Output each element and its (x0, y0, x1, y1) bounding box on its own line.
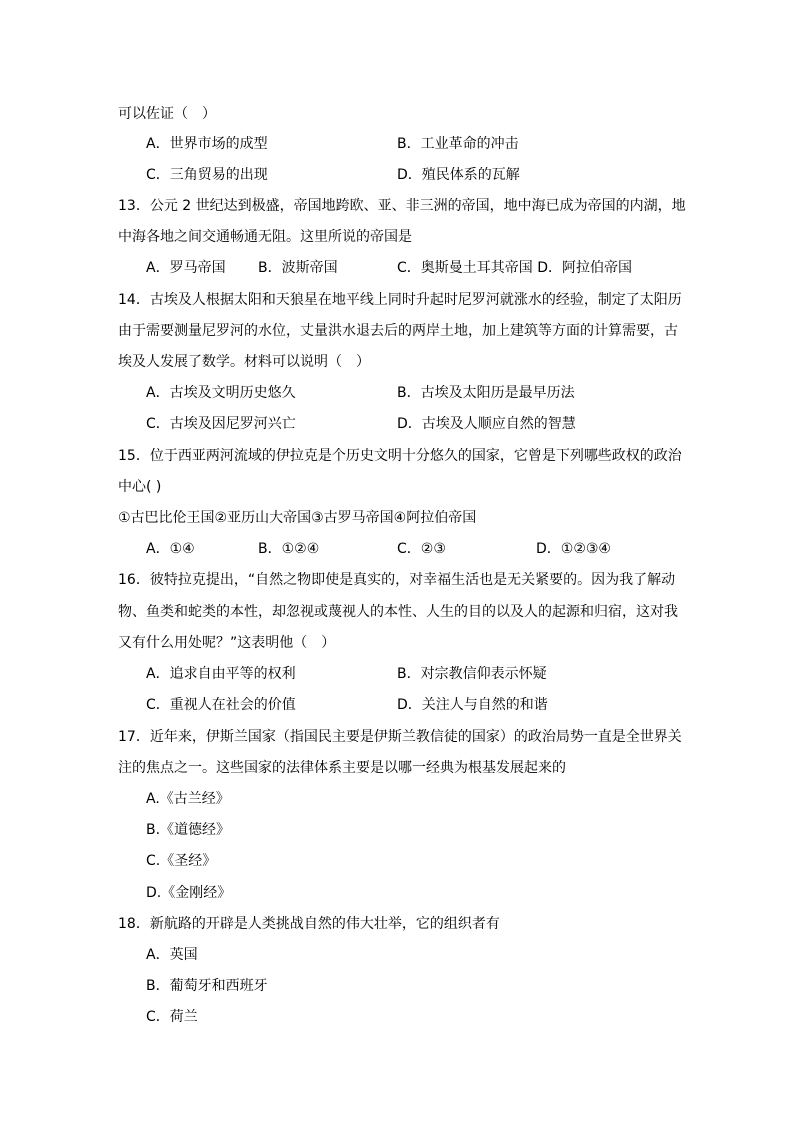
q12-option-a: A．世界市场的成型 (146, 136, 268, 152)
q14-option-a: A．古埃及文明历史悠久 (146, 385, 296, 401)
question-17-stem-cont: 注的焦点之一。这些国家的法律体系主要是以哪一经典为根基发展起来的 (118, 760, 566, 776)
question-14-stem: 14．古埃及人根据太阳和天狼星在地平线上同时升起时尼罗河就涨水的经验，制定了太阳历 (118, 292, 682, 308)
question-17-stem: 17．近年来，伊斯兰国家（指国民主要是伊斯兰教信徒的国家）的政治局势一直是全世界关 (118, 729, 682, 745)
q16-option-c: C．重视人在社会的价值 (146, 697, 296, 713)
question-13-stem: 13．公元 2 世纪达到极盛，帝国地跨欧、亚、非三洲的帝国，地中海已成为帝国的内湖，地 (118, 198, 686, 214)
question-12-stem-end: 可以佐证（ ） (118, 106, 216, 122)
q15-option-c: C．②③ (397, 541, 446, 557)
q17-option-b: B.《道德经》 (146, 822, 231, 838)
q18-option-b: B．葡萄牙和西班牙 (146, 978, 268, 994)
q14-option-c: C．古埃及因尼罗河兴亡 (146, 416, 296, 432)
q16-option-b: B．对宗教信仰表示怀疑 (397, 666, 547, 682)
q18-option-a: A．英国 (146, 947, 198, 963)
question-16-stem-cont: 物、鱼类和蛇类的本性，却忽视或蔑视人的本性、人生的目的以及人的起源和归宿，这对我 (118, 604, 678, 620)
question-14-stem-cont: 由于需要测量尼罗河的水位，丈量洪水退去后的两岸土地，加上建筑等方面的计算需要，古 (118, 323, 678, 339)
question-15-stem-cont: 中心( ) (118, 479, 162, 495)
question-16-stem: 16．彼特拉克提出，“自然之物即使是真实的，对幸福生活也是无关紧要的。因为我了解动 (118, 572, 676, 588)
q18-option-c: C．荷兰 (146, 1009, 198, 1025)
question-13-stem-cont: 中海各地之间交通畅通无阻。这里所说的帝国是 (118, 229, 412, 245)
q15-option-b: B．①②④ (258, 541, 320, 557)
question-15-stem: 15．位于西亚两河流域的伊拉克是个历史文明十分悠久的国家，它曾是下列哪些政权的政治 (118, 448, 682, 464)
q14-option-b: B．古埃及太阳历是最早历法 (397, 385, 575, 401)
q16-option-d: D．关注人与自然的和谐 (397, 697, 548, 713)
q17-option-c: C.《圣经》 (146, 853, 217, 869)
question-14-stem-cont: 埃及人发展了数学。材料可以说明（ ） (118, 354, 370, 370)
q12-option-d: D．殖民体系的瓦解 (397, 167, 520, 183)
q14-option-d: D．古埃及人顺应自然的智慧 (397, 416, 576, 432)
question-15-choices: ①古巴比伦王国②亚历山大帝国③古罗马帝国④阿拉伯帝国 (118, 510, 477, 526)
q13-option-c-d: C．奥斯曼土耳其帝国 D．阿拉伯帝国 (397, 260, 633, 276)
question-18-stem: 18．新航路的开辟是人类挑战自然的伟大壮举，它的组织者有 (118, 916, 500, 932)
q15-option-d: D．①②③④ (536, 541, 611, 557)
q15-option-a: A．①④ (146, 541, 195, 557)
q13-option-b: B．波斯帝国 (258, 260, 338, 276)
q12-option-c: C．三角贸易的出现 (146, 167, 268, 183)
q17-option-a: A.《古兰经》 (146, 791, 230, 807)
q17-option-d: D.《金刚经》 (146, 885, 232, 901)
q12-option-b: B．工业革命的冲击 (397, 136, 519, 152)
q16-option-a: A．追求自由平等的权利 (146, 666, 296, 682)
q13-option-a: A．罗马帝国 (146, 260, 226, 276)
question-16-stem-cont: 又有什么用处呢？”这表明他（ ） (118, 635, 336, 651)
